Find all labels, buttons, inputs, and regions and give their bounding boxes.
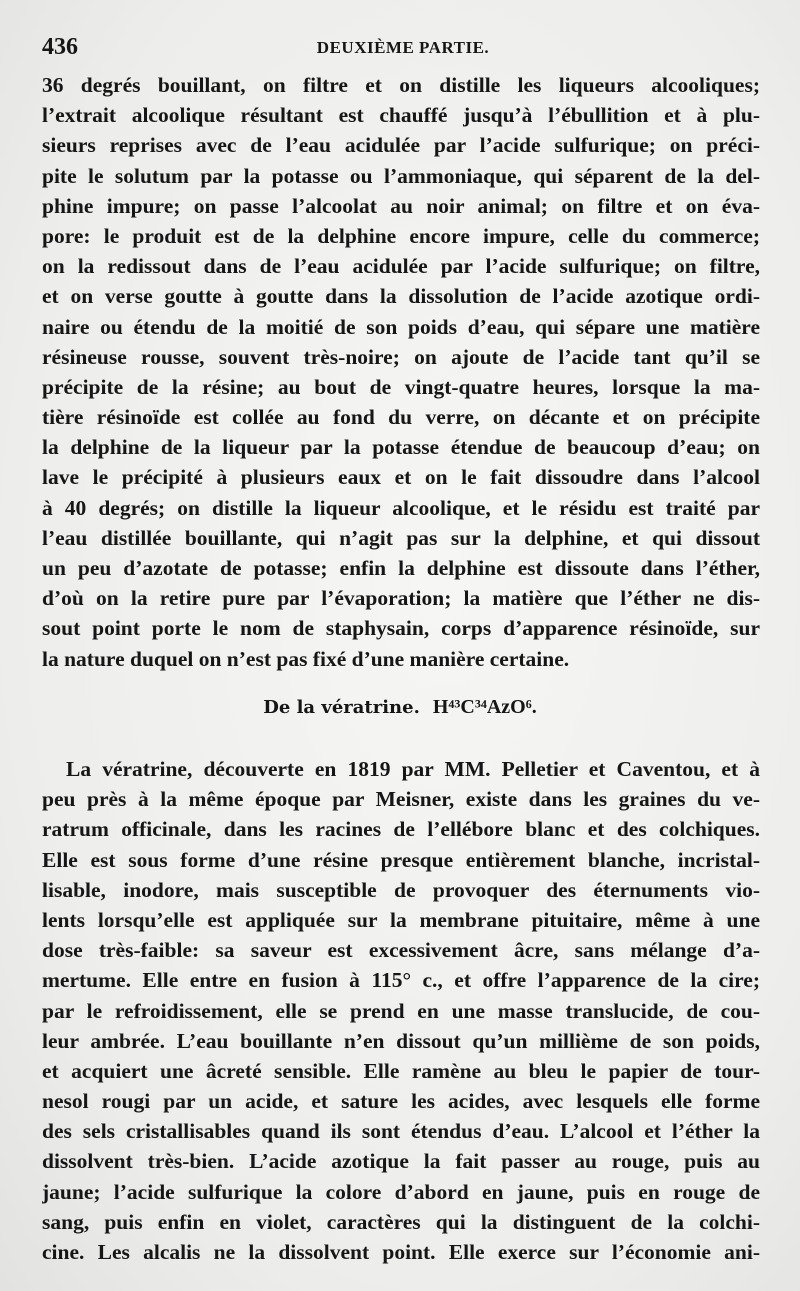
text-line: 36 degrés bouillant, on filtre et on distille les liqueurs alcooliques; xyxy=(42,73,760,97)
text-line: pite le solutum par la potasse ou l’ammoniaque, qui séparent de la del- xyxy=(42,163,760,188)
paragraph-delphine-preparation xyxy=(42,70,760,674)
text-line: leur ambrée. L’eau bouillante n’en dissout qu’un millième de son poids, xyxy=(42,1028,760,1053)
text-line: des sels cristallisables quand ils sont étendus d’eau. L’alcool et l’éther la xyxy=(42,1119,760,1144)
text-line: jaune; l’acide sulfurique la colore d’abord en jaune, puis en rouge de xyxy=(42,1179,760,1204)
running-title: DEUXIÈME PARTIE. xyxy=(316,38,490,57)
text-line: sieurs reprises avec de l’eau acidulée par l’acide sulfurique; on préci- xyxy=(42,133,760,158)
chemical-formula: H⁴³C³⁴AzO⁶. xyxy=(432,696,537,718)
text-line: et acquiert une âcreté sensible. Elle ramène au bleu le papier de tour- xyxy=(42,1058,760,1083)
text-line: Elle est sous forme d’une résine presque entièrement blanche, incristal- xyxy=(42,847,760,872)
text-line: la nature duquel on n’est pas fixé d’une manière certaine. xyxy=(42,646,570,671)
text-line: mertume. Elle entre en fusion à 115° c., et offre l’apparence de la cire; xyxy=(42,968,760,993)
text-line: dose très-faible: sa saveur est excessivement âcre, sans mélange d’a- xyxy=(42,938,760,963)
text-line: sout point porte le nom de staphysain, corps d’apparence résinoïde, sur xyxy=(42,616,760,641)
text-line: ratrum officinale, dans les racines de l’ellébore blanc et des colchiques. xyxy=(42,817,760,842)
text-line: résineuse rousse, souvent très-noire; on ajoute de l’acide tant qu’il se xyxy=(42,344,760,369)
paragraph-veratrine-description xyxy=(42,754,760,1267)
text-line: lave le précipité à plusieurs eaux et on le fait dissoudre dans l’alcool xyxy=(42,465,760,490)
page-number: 436 xyxy=(42,34,78,60)
section-title: De la vératrine. xyxy=(263,697,420,718)
text-line: d’où on la retire pure par l’évaporation; la matière que l’éther ne dis- xyxy=(42,586,760,611)
text-line: tière résinoïde est collée au fond du verre, on décante et on précipite xyxy=(42,405,760,430)
text-line: peu près à la même époque par Meisner, existe dans les graines du ve- xyxy=(42,787,760,812)
text-line: phine impure; on passe l’alcoolat au noir animal; on filtre et on éva- xyxy=(42,193,760,218)
text-line: l’extrait alcoolique résultant est chauffé jusqu’à l’ébullition et à plu- xyxy=(42,103,760,128)
text-line: pore: le produit est de la delphine encore impure, celle du commerce; xyxy=(42,223,760,248)
text-line: sang, puis enfin en violet, caractères qui la distinguent de la colchi- xyxy=(42,1209,760,1234)
text-line: on la redissout dans de l’eau acidulée par l’acide sulfurique; on filtre, xyxy=(42,254,760,279)
text-line: la delphine de la liqueur par la potasse étendue de beaucoup d’eau; on xyxy=(42,435,760,460)
text-line: cine. Les alcalis ne la dissolvent point. Elle exerce sur l’économie ani- xyxy=(42,1240,760,1264)
page-header xyxy=(42,34,764,64)
text-line: l’eau distillée bouillante, qui n’agit pas sur la delphine, et qui dissout xyxy=(42,525,760,550)
text-line: un peu d’azotate de potasse; enfin la delphine est dissoute dans l’éther, xyxy=(42,556,760,580)
text-line: lisable, inodore, mais susceptible de provoquer des éternuments vio- xyxy=(42,877,760,902)
text-line: et on verse goutte à goutte dans la dissolution de l’acide azotique ordi- xyxy=(42,284,760,309)
text-line: nesol rougi par un acide, et sature les acides, avec lesquels elle forme xyxy=(42,1089,760,1114)
text-line: par le refroidissement, elle se prend en une masse translucide, de cou- xyxy=(42,998,760,1023)
text-line: précipite de la résine; au bout de vingt-quatre heures, lorsque la ma- xyxy=(42,374,760,399)
section-heading-veratrine xyxy=(0,696,800,719)
text-line: à 40 degrés; on distille la liqueur alcoolique, et le résidu est traité par xyxy=(42,495,760,520)
text-line: naire ou étendu de la moitié de son poids d’eau, qui sépare une matière xyxy=(42,314,760,339)
text-line: lents lorsqu’elle est appliquée sur la membrane pituitaire, même à une xyxy=(42,907,760,932)
text-line: dissolvent très-bien. L’acide azotique la fait passer au rouge, puis au xyxy=(42,1149,760,1174)
text-line: La vératrine, découverte en 1819 par MM. Pelletier et Caventou, et à xyxy=(66,757,760,781)
